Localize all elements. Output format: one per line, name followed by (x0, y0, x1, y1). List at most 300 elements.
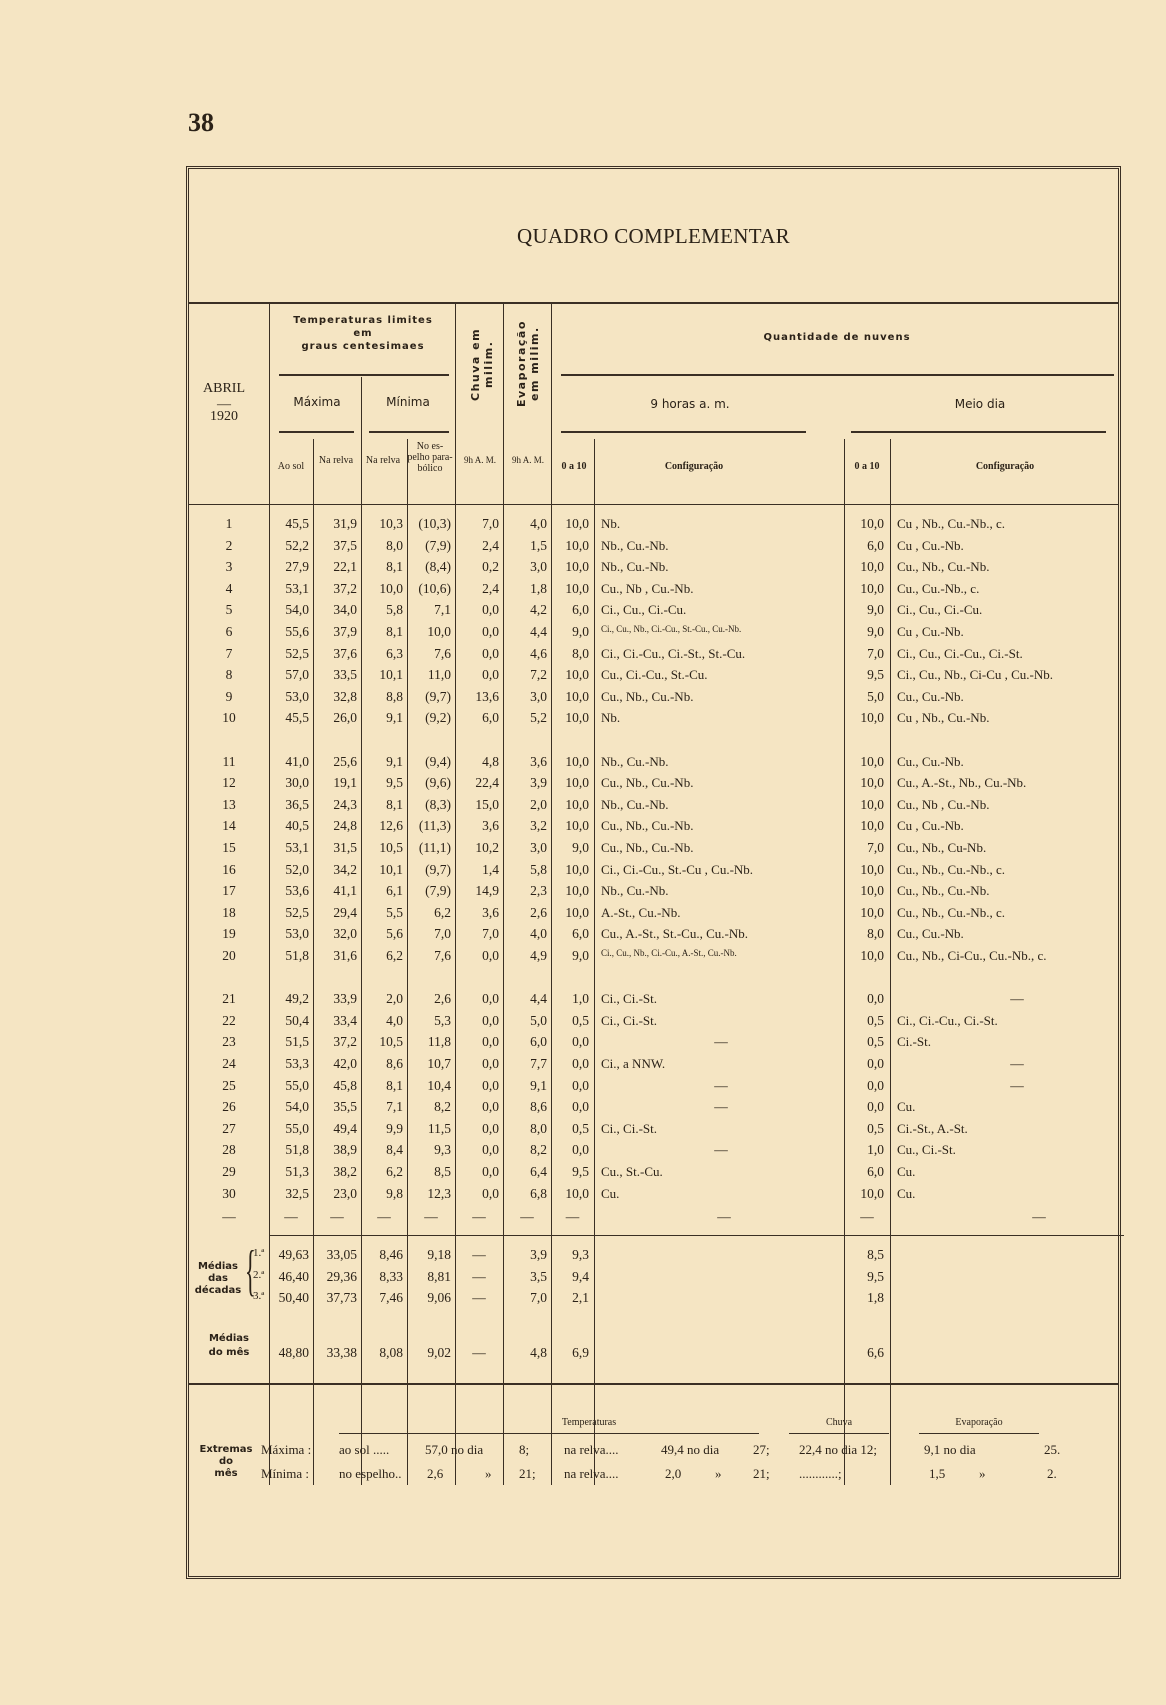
cell-day: 7 (225, 645, 233, 661)
decada-cell-relva-min: 8,33 (379, 1268, 403, 1284)
cell-chuva: 0,0 (482, 1012, 499, 1028)
cell-config-9h: Nb. (601, 516, 621, 531)
cell-config-9h: — (714, 1099, 728, 1115)
cell-espelho: (11,1) (418, 840, 451, 855)
meio-dia-brace (851, 431, 1106, 433)
title-divider (189, 302, 1118, 304)
cell-relva-min: 8,1 (386, 624, 403, 639)
year-label: 1920 (210, 409, 238, 424)
cell-nuvens-9h: 10,0 (565, 667, 589, 683)
cell-chuva: 13,6 (475, 688, 499, 704)
decada-cell-nuvens-meio: 1,8 (867, 1290, 884, 1305)
table-row (189, 840, 1118, 861)
cell-nuvens-meio: 10,0 (860, 559, 884, 575)
max-relva: na relva.... (564, 1442, 619, 1457)
medias-divider (269, 1235, 1124, 1236)
cell-nuvens-9h: 10,0 (565, 818, 589, 834)
cell-ao-sol: 52,5 (285, 645, 309, 661)
cell-nuvens-meio: 10,0 (860, 516, 884, 531)
table-row (189, 667, 1118, 688)
cell-config-meio: Cu., Cu.-Nb. (897, 688, 964, 704)
cell-nuvens-meio: 10,0 (860, 753, 884, 769)
cell-nuvens-meio: 10,0 (860, 883, 884, 899)
table-row (189, 1186, 1118, 1207)
cell-day: 19 (222, 926, 236, 942)
cell-evaporacao: 4,0 (530, 926, 547, 942)
cell-config-meio: — (1010, 991, 1024, 1007)
max-relva-val: 49,4 no dia (661, 1442, 720, 1457)
cell-relva-max: 41,1 (333, 883, 357, 899)
cell-nuvens-9h: 0,5 (572, 1012, 589, 1028)
nove-horas-brace (561, 431, 806, 433)
cell-espelho: 12,3 (427, 1185, 451, 1201)
dash-cell: — (377, 1209, 391, 1224)
cell-evaporacao: 3,9 (530, 775, 547, 791)
cell-config-meio: Cu , Nb., Cu.-Nb., c. (897, 516, 1005, 531)
decada-cell-ao-sol: 46,40 (278, 1268, 309, 1284)
chuva-brace (789, 1433, 889, 1434)
table-row (189, 1013, 1118, 1034)
cell-evaporacao: 7,7 (530, 1056, 547, 1071)
cell-config-9h: Nb., Cu.-Nb. (601, 537, 669, 553)
cell-ao-sol: 54,0 (285, 602, 309, 618)
extremas-label-2: do (218, 1456, 234, 1467)
decada-cell-ao-sol: 50,40 (278, 1290, 309, 1305)
cell-chuva: 0,0 (482, 1034, 499, 1050)
cell-relva-max: 24,8 (333, 818, 357, 834)
cell-config-9h: Cu., A.-St., St.-Cu., Cu.-Nb. (601, 926, 748, 942)
cell-chuva: 22,4 (475, 775, 499, 791)
cell-ao-sol: 55,0 (285, 1077, 309, 1093)
cell-config-9h: Cu., Nb., Cu.-Nb. (601, 840, 694, 855)
cell-chuva: 6,0 (482, 710, 499, 726)
cell-relva-max: 49,4 (333, 1120, 357, 1136)
cell-day: 15 (222, 840, 236, 855)
cell-espelho: (8,4) (425, 559, 451, 575)
cell-relva-max: 33,5 (333, 667, 357, 683)
cell-day: 13 (222, 796, 236, 812)
mes-ao-sol: 48,80 (278, 1345, 309, 1360)
page-number: 38 (188, 108, 214, 137)
cell-evaporacao: 4,0 (530, 516, 547, 531)
cell-relva-max: 33,9 (333, 991, 357, 1007)
cell-config-9h: — (714, 1142, 728, 1158)
cell-chuva: 0,0 (482, 1120, 499, 1136)
table-row (189, 538, 1118, 559)
cell-espelho: 10,0 (427, 624, 451, 639)
dash-row (189, 1209, 1118, 1230)
cell-relva-max: 24,3 (333, 796, 357, 812)
cell-relva-min: 10,0 (379, 580, 403, 596)
cell-relva-max: 35,5 (333, 1099, 357, 1115)
table-row (189, 797, 1118, 818)
cell-nuvens-9h: 10,0 (565, 1185, 589, 1201)
cell-espelho: 8,5 (434, 1164, 451, 1179)
cell-espelho: (9,6) (425, 775, 451, 791)
cell-espelho: 7,1 (434, 602, 451, 618)
cell-chuva: 0,0 (482, 624, 499, 639)
min-label: Mínima : (261, 1466, 310, 1481)
cell-ao-sol: 54,0 (285, 1099, 309, 1115)
cell-relva-min: 9,1 (386, 710, 403, 726)
cell-relva-max: 26,0 (333, 710, 357, 726)
cell-relva-min: 6,3 (386, 645, 403, 661)
medias-mes-row (189, 1345, 1118, 1366)
decada-cell-decada: 2.ª (253, 1268, 265, 1281)
cell-nuvens-meio: 9,0 (867, 624, 884, 639)
cell-chuva: 0,0 (482, 1099, 499, 1115)
decada-row (189, 1269, 1118, 1290)
cell-evaporacao: 4,4 (530, 991, 547, 1007)
cell-config-meio: Cu , Nb., Cu.-Nb. (897, 710, 990, 726)
cell-ao-sol: 49,2 (285, 991, 309, 1007)
cell-ao-sol: 52,5 (285, 904, 309, 920)
cell-nuvens-meio: 0,0 (867, 1099, 884, 1115)
table-row (189, 1099, 1118, 1120)
cell-evaporacao: 3,2 (530, 818, 547, 834)
cell-nuvens-meio: 10,0 (860, 1185, 884, 1201)
cell-ao-sol: 55,6 (285, 624, 309, 639)
cell-evaporacao: 6,8 (530, 1185, 547, 1201)
cell-day: 22 (222, 1012, 236, 1028)
cell-config-9h: Ci., Ci.-St. (601, 1012, 657, 1028)
cell-evaporacao: 2,3 (530, 883, 547, 899)
cell-chuva: 1,4 (482, 861, 499, 877)
maxima-brace (279, 431, 354, 433)
cell-config-meio: Cu , Cu.-Nb. (897, 818, 964, 834)
cell-config-9h: Cu., St.-Cu. (601, 1164, 663, 1179)
nuvens-brace (561, 374, 1114, 376)
cell-config-9h: Nb., Cu.-Nb. (601, 796, 669, 812)
cell-config-meio: Ci., Cu., Nb., Ci-Cu , Cu.-Nb. (897, 667, 1054, 683)
cell-config-meio: Cu., Nb., Ci-Cu., Cu.-Nb., c. (897, 948, 1047, 963)
cell-day: 6 (225, 624, 233, 639)
cell-relva-max: 23,0 (333, 1185, 357, 1201)
cell-espelho: 10,4 (427, 1077, 451, 1093)
cell-relva-min: 7,1 (386, 1099, 403, 1115)
cell-chuva: 15,0 (475, 796, 499, 812)
min-espelho-val: 2,6 (427, 1466, 444, 1481)
mes-nuvens-meio: 6,6 (867, 1345, 884, 1360)
max-ao-sol-day: 8; (519, 1442, 530, 1457)
table-row (189, 905, 1118, 926)
decada-cell-relva-max: 37,73 (326, 1290, 357, 1305)
cell-relva-min: 9,9 (386, 1120, 403, 1136)
cell-config-9h: Ci., Ci.-Cu., Ci.-St., St.-Cu. (601, 645, 746, 661)
cell-day: 26 (222, 1099, 236, 1115)
decada-cell-relva-min: 7,46 (379, 1290, 403, 1305)
cell-ao-sol: 41,0 (285, 753, 309, 769)
cell-config-meio: Cu., Cu.-Nb. (897, 926, 964, 942)
decada-cell-espelho: 9,06 (427, 1290, 451, 1305)
cell-day: 20 (222, 948, 236, 963)
cell-ao-sol: 53,0 (285, 926, 309, 942)
min-relva-q: » (715, 1466, 722, 1481)
cell-nuvens-meio: 0,0 (867, 1077, 884, 1093)
cell-ao-sol: 53,1 (285, 580, 309, 596)
decada-cell-nuvens-9h: 2,1 (572, 1290, 589, 1305)
max-ao-sol-val: 57,0 no dia (425, 1442, 484, 1457)
table-row (189, 646, 1118, 667)
dash-cell: — (330, 1209, 344, 1224)
cell-relva-max: 37,5 (333, 537, 357, 553)
cell-day: 16 (222, 861, 236, 877)
min-espelho: no espelho.. (339, 1466, 402, 1481)
temps-brace (279, 374, 449, 376)
cell-nuvens-9h: 0,0 (572, 1056, 589, 1071)
max-evap-day: 25. (1044, 1442, 1061, 1457)
cell-nuvens-9h: 10,0 (565, 904, 589, 920)
cell-nuvens-9h: 10,0 (565, 559, 589, 575)
cell-relva-min: 10,1 (379, 861, 403, 877)
header-divider (189, 504, 1118, 505)
dash-cell: — (424, 1209, 438, 1224)
na-relva-max-label: Na relva (318, 455, 354, 466)
cell-nuvens-meio: 9,5 (867, 667, 884, 683)
cell-relva-max: 22,1 (333, 559, 357, 575)
cell-config-meio: Cu. (897, 1185, 916, 1201)
cell-nuvens-9h: 10,0 (565, 710, 589, 726)
cell-chuva: 14,9 (475, 883, 499, 899)
mes-relva-max: 33,38 (326, 1345, 357, 1360)
cell-config-9h: — (714, 1077, 728, 1093)
nuvens-header: Quantidade de nuvens (763, 332, 911, 343)
cell-chuva: 0,0 (482, 1164, 499, 1179)
cell-relva-min: 9,1 (386, 753, 403, 769)
cell-config-meio: Cu., Nb , Cu.-Nb. (897, 796, 990, 812)
cell-evaporacao: 3,0 (530, 559, 547, 575)
cell-espelho: 10,7 (427, 1056, 451, 1071)
minima-label: Mínima (386, 395, 430, 409)
min-relva-day: 21; (753, 1466, 770, 1481)
cell-config-meio: — (1010, 1056, 1024, 1071)
cell-relva-min: 12,6 (379, 818, 403, 834)
cell-config-meio: Ci.-St. (897, 1034, 931, 1050)
cell-chuva: 0,0 (482, 1142, 499, 1158)
cell-config-meio: Cu., Nb., Cu.-Nb. (897, 883, 990, 899)
cell-config-9h: Nb., Cu.-Nb. (601, 559, 669, 575)
dash-cell: — (717, 1209, 731, 1224)
table-row (189, 991, 1118, 1012)
cell-relva-max: 38,9 (333, 1142, 357, 1158)
evaporacao-header: Evaporação em milim. (515, 320, 541, 408)
extremas-divider (189, 1383, 1118, 1385)
cell-nuvens-meio: 10,0 (860, 948, 884, 963)
cell-nuvens-9h: 10,0 (565, 861, 589, 877)
max-evap: 9,1 no dia (924, 1442, 976, 1457)
cell-relva-max: 19,1 (333, 775, 357, 791)
cell-config-meio: Cu., Ci.-St. (897, 1142, 956, 1158)
cell-day: 24 (222, 1056, 236, 1071)
cell-evaporacao: 8,6 (530, 1099, 547, 1115)
cell-evaporacao: 5,8 (530, 861, 547, 877)
temps-header-3: graus centesimaes (301, 341, 425, 352)
cell-evaporacao: 1,5 (530, 537, 547, 553)
cell-relva-min: 8,1 (386, 796, 403, 812)
decada-cell-evaporacao: 3,5 (530, 1268, 547, 1284)
cell-day: 9 (225, 688, 233, 704)
cell-nuvens-meio: 5,0 (867, 688, 884, 704)
cell-nuvens-meio: 0,5 (867, 1012, 884, 1028)
cell-nuvens-9h: 9,5 (572, 1164, 589, 1179)
temps-header-1: Temperaturas limites (293, 315, 433, 326)
decada-cell-relva-max: 33,05 (326, 1247, 357, 1262)
cell-nuvens-meio: 10,0 (860, 710, 884, 726)
cell-config-meio: Cu. (897, 1099, 916, 1115)
table-row (189, 581, 1118, 602)
cell-relva-max: 38,2 (333, 1164, 357, 1179)
cell-evaporacao: 3,0 (530, 688, 547, 704)
evaporacao-brace (919, 1433, 1039, 1434)
cell-config-9h: — (714, 1034, 728, 1050)
cell-config-9h: Nb., Cu.-Nb. (601, 883, 669, 899)
ao-sol-label: Ao sol (277, 461, 305, 472)
cell-espelho: (9,7) (425, 688, 451, 704)
no-espelho-label: No es- pelho para- bólico (407, 441, 453, 474)
cell-config-meio: Ci., Ci.-Cu., Ci.-St. (897, 1012, 998, 1028)
cell-nuvens-meio: 10,0 (860, 818, 884, 834)
cell-config-meio: Cu. (897, 1164, 916, 1179)
chuva-header: Chuva em milim. (469, 327, 495, 401)
cell-day: 2 (225, 537, 233, 553)
medias-mes-label-1: Médias (208, 1333, 250, 1344)
min-evap-q: » (979, 1466, 986, 1481)
cell-ao-sol: 30,0 (285, 775, 309, 791)
cell-config-meio: Ci., Cu., Ci.-Cu., Ci.-St. (897, 645, 1023, 661)
cell-ao-sol: 52,0 (285, 861, 309, 877)
quadro-frame (186, 166, 1121, 1579)
extremas-evaporacao-header: Evaporação (955, 1417, 1003, 1428)
cell-evaporacao: 7,2 (530, 667, 547, 683)
cell-nuvens-meio: 10,0 (860, 775, 884, 791)
cell-ao-sol: 32,5 (285, 1185, 309, 1201)
cell-relva-min: 8,6 (386, 1056, 403, 1071)
cell-config-9h: Cu., Nb., Cu.-Nb. (601, 775, 694, 791)
table-row (189, 754, 1118, 775)
minima-brace (369, 431, 449, 433)
table-row (189, 775, 1118, 796)
cell-day: 21 (222, 991, 236, 1007)
table-row (189, 710, 1118, 731)
cell-evaporacao: 4,6 (530, 645, 547, 661)
zero-dez-meio: 0 a 10 (854, 461, 880, 472)
decada-cell-chuva: — (472, 1268, 486, 1284)
cell-relva-max: 37,2 (333, 580, 357, 596)
cell-nuvens-meio: 0,0 (867, 1056, 884, 1071)
cell-chuva: 0,0 (482, 1056, 499, 1071)
cell-config-meio: Cu , Cu.-Nb. (897, 624, 964, 639)
cell-config-meio: Cu., Nb., Cu-Nb. (897, 840, 987, 855)
cell-nuvens-meio: 10,0 (860, 580, 884, 596)
cell-ao-sol: 51,8 (285, 1142, 309, 1158)
cell-config-9h: Nb. (601, 710, 621, 726)
cell-relva-min: 5,5 (386, 904, 403, 920)
min-evap: 1,5 (929, 1466, 946, 1481)
cell-config-9h: Ci., Ci.-St. (601, 991, 657, 1007)
medias-decadas-label-2: das (208, 1273, 228, 1284)
min-espelho-day: 21; (519, 1466, 536, 1481)
evap-time-label: 9h A. M. (511, 455, 544, 465)
cell-ao-sol: 55,0 (285, 1120, 309, 1136)
cell-chuva: 10,2 (475, 840, 499, 855)
cell-evaporacao: 4,2 (530, 602, 547, 618)
cell-espelho: 9,3 (434, 1142, 451, 1158)
mes-relva-min: 8,08 (379, 1345, 403, 1360)
cell-relva-min: 2,0 (386, 991, 403, 1007)
cell-evaporacao: 8,0 (530, 1120, 547, 1136)
table-row (189, 559, 1118, 580)
cell-config-9h: Nb., Cu.-Nb. (601, 753, 669, 769)
cell-nuvens-9h: 0,0 (572, 1099, 589, 1115)
cell-nuvens-meio: 7,0 (867, 645, 884, 661)
decada-cell-decada: 1.ª (253, 1247, 265, 1259)
cell-config-meio: Cu., Cu.-Nb. (897, 753, 964, 769)
decada-cell-relva-max: 29,36 (326, 1268, 357, 1284)
cell-relva-min: 5,6 (386, 926, 403, 942)
cell-evaporacao: 4,9 (530, 948, 547, 963)
cell-espelho: 7,0 (434, 926, 451, 942)
meio-dia-label: Meio dia (954, 397, 1006, 411)
cell-config-meio: Cu., Cu.-Nb., c. (897, 580, 980, 596)
dash-cell: — (472, 1209, 486, 1224)
cell-espelho: (10,6) (418, 580, 451, 596)
cell-relva-min: 8,1 (386, 1077, 403, 1093)
cell-ao-sol: 53,1 (285, 840, 309, 855)
cell-nuvens-meio: 9,0 (867, 602, 884, 618)
cell-espelho: 2,6 (434, 991, 451, 1007)
cell-espelho: 11,0 (427, 667, 451, 683)
cell-day: 17 (222, 883, 236, 899)
cell-day: 18 (222, 904, 236, 920)
cell-espelho: (7,9) (425, 537, 451, 553)
cell-day: 25 (222, 1077, 236, 1093)
cell-espelho: 8,2 (434, 1099, 451, 1115)
cell-chuva: 4,8 (482, 753, 499, 769)
cell-day: 30 (222, 1185, 236, 1201)
min-relva: na relva.... (564, 1466, 619, 1481)
min-chuva: ............; (799, 1466, 842, 1481)
cell-evaporacao: 2,0 (530, 796, 547, 812)
cell-chuva: 3,6 (482, 904, 499, 920)
decada-cell-ao-sol: 49,63 (278, 1247, 309, 1262)
cell-config-9h: Cu., Nb., Cu.-Nb. (601, 818, 694, 834)
cell-config-meio: Cu., A.-St., Nb., Cu.-Nb. (897, 775, 1027, 791)
cell-espelho: (11,3) (418, 818, 451, 834)
table-row (189, 818, 1118, 839)
cell-relva-max: 32,8 (333, 688, 357, 704)
mes-evap: 4,8 (530, 1345, 547, 1360)
cell-chuva: 0,2 (482, 559, 499, 575)
cell-config-meio: Ci.-St., A.-St. (897, 1120, 968, 1136)
min-relva-val: 2,0 (665, 1466, 682, 1481)
cell-nuvens-meio: 10,0 (860, 861, 884, 877)
cell-chuva: 0,0 (482, 602, 499, 618)
cell-day: 8 (225, 667, 233, 683)
cell-config-meio: Cu., Nb., Cu.-Nb., c. (897, 904, 1005, 920)
cell-nuvens-meio: 10,0 (860, 796, 884, 812)
cell-relva-max: 31,5 (333, 840, 357, 855)
cell-config-meio: Ci., Cu., Ci.-Cu. (897, 602, 983, 618)
decada-cell-chuva: — (472, 1290, 486, 1305)
cell-espelho: (9,7) (425, 861, 451, 877)
cell-evaporacao: 4,4 (530, 624, 547, 639)
decada-row (189, 1247, 1118, 1268)
mes-chuva: — (472, 1345, 486, 1360)
cell-relva-min: 10,5 (379, 1034, 403, 1050)
month-dash: — (217, 397, 231, 412)
cell-day: 11 (222, 753, 236, 769)
cell-relva-max: 31,6 (333, 948, 357, 963)
